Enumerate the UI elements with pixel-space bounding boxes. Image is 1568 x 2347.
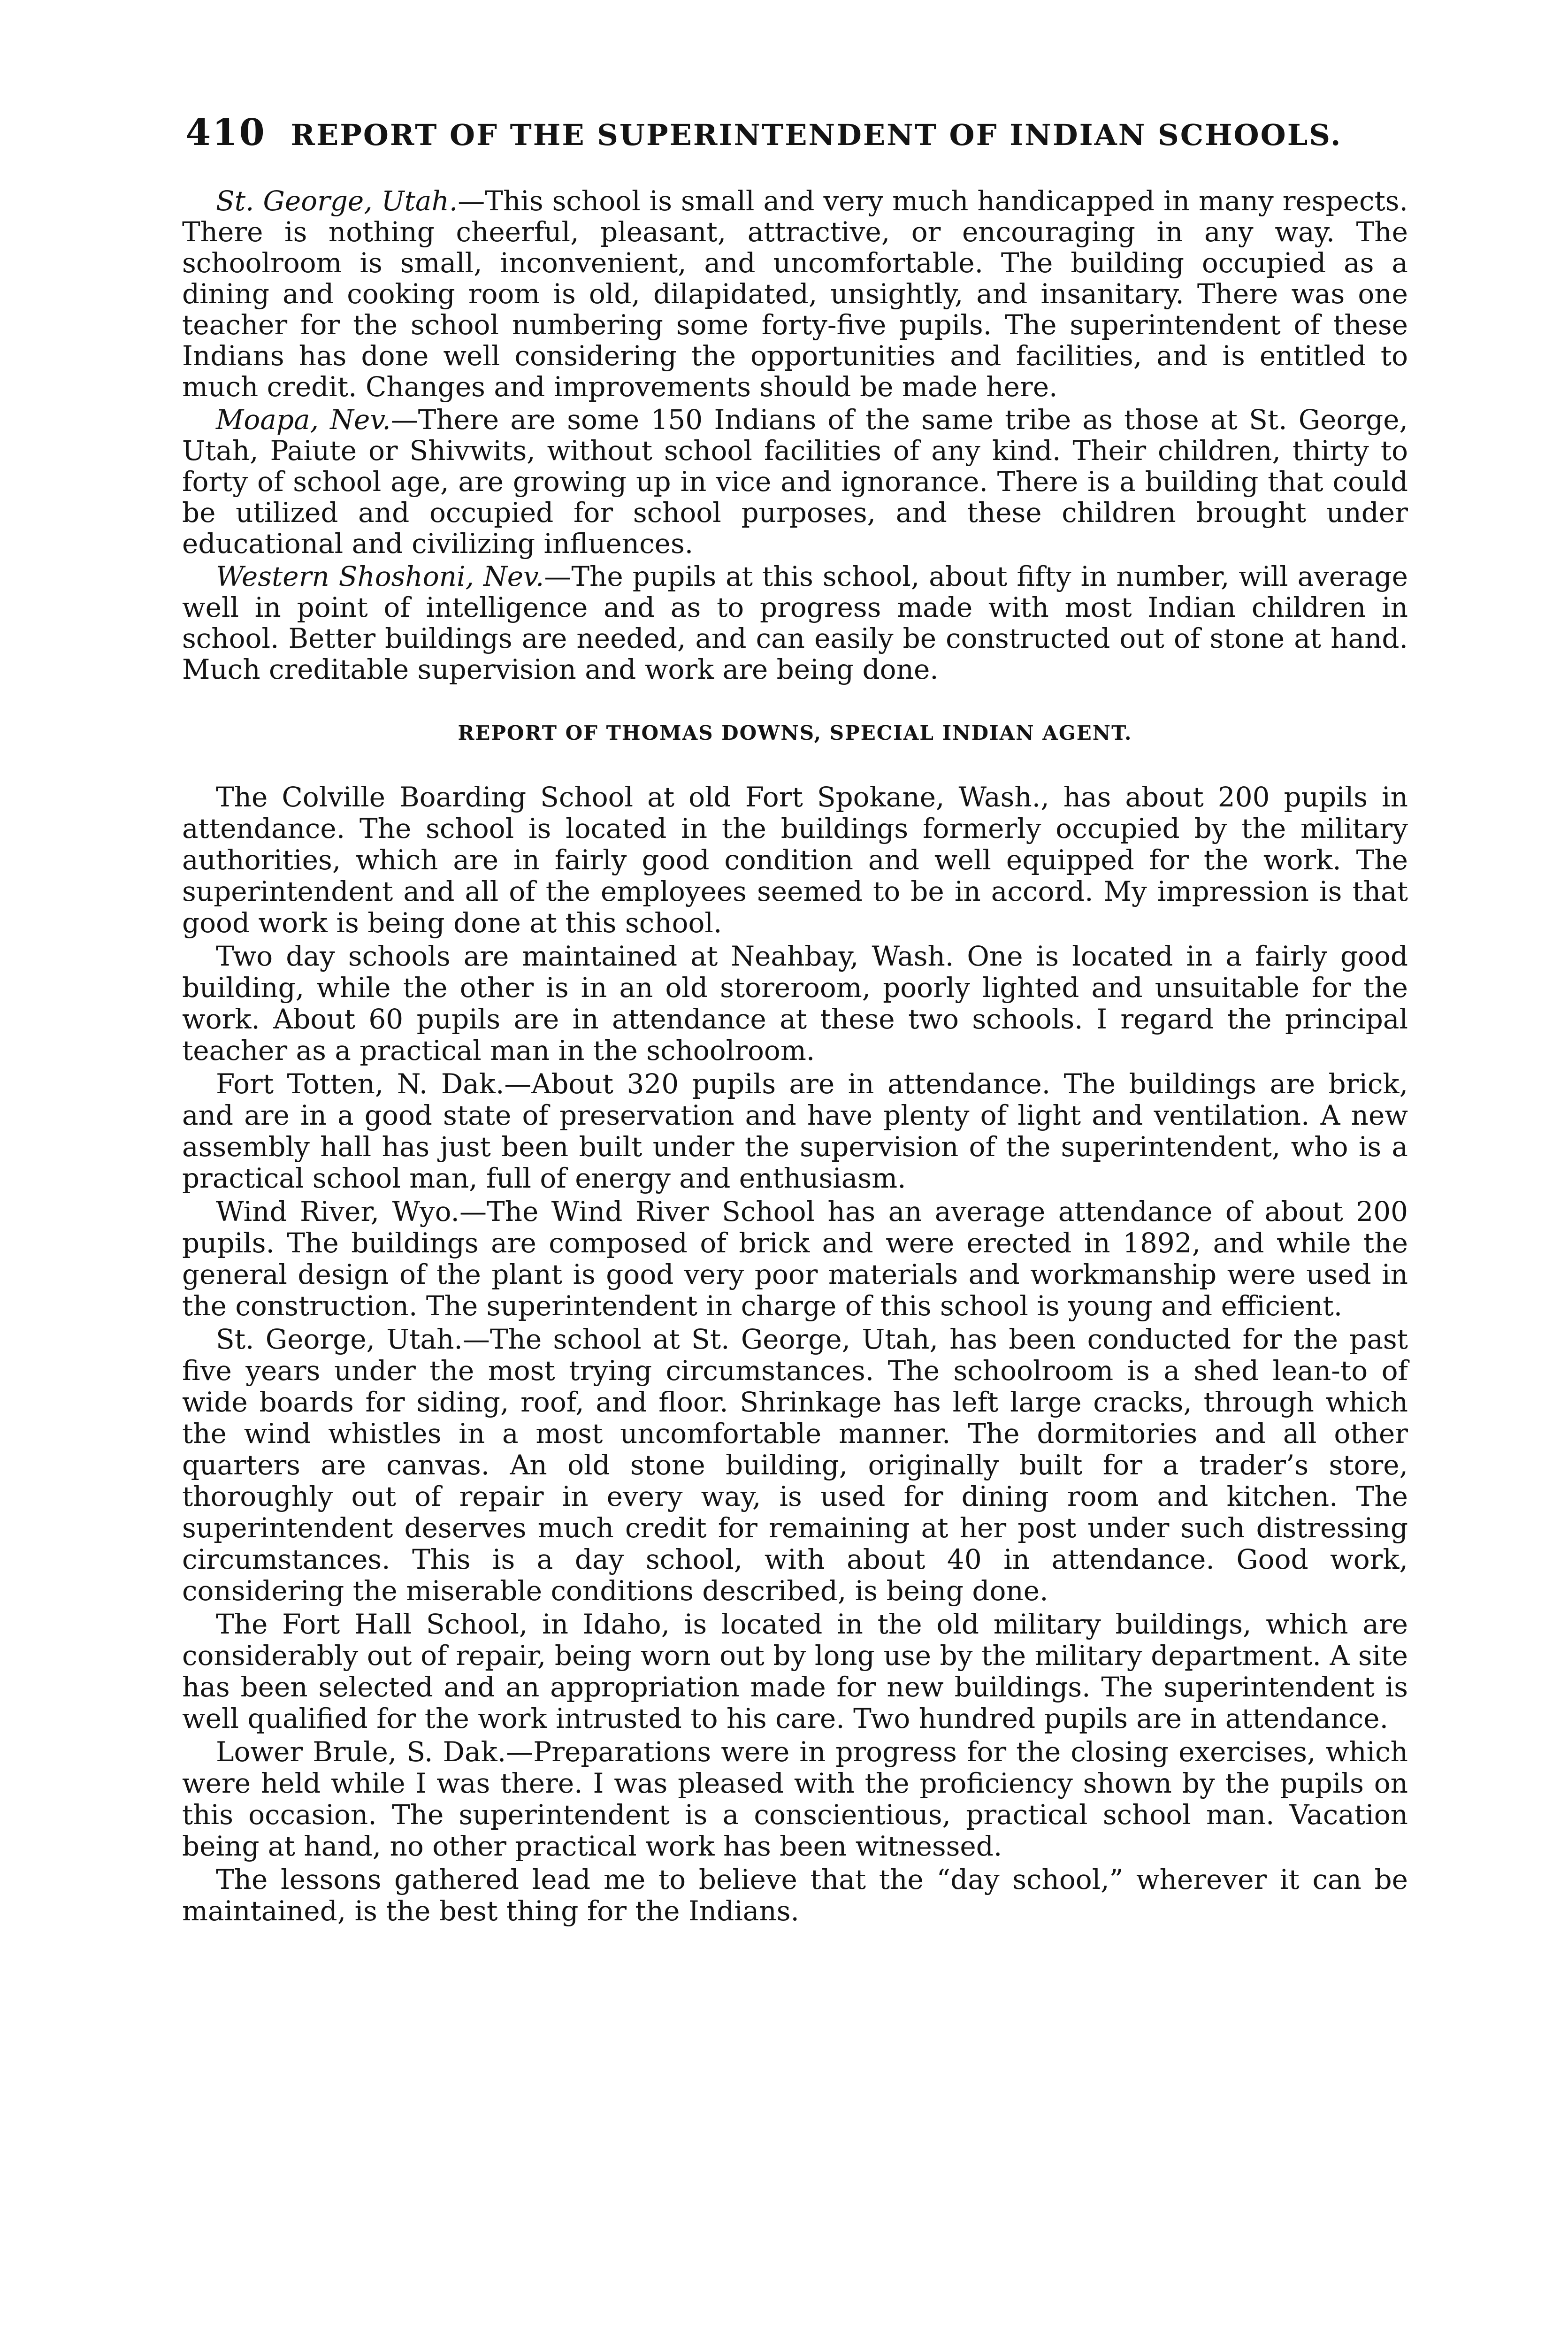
paragraph-lead: Western Shoshoni, Nev. [216,560,544,592]
paragraph-text: —This school is small and very much handicapped in many respects. There is nothing cheerful, pleasant, attractive, or encouraging in any way. The schoolroom is small, inconvenient, and uncomfortable. The building occupied as a dining and cooking room is old, dilapidated, unsightly, and insanitary. There was one teacher for the school numbering some forty-five pupils. The superintendent of these Indians has done well considering the opportunities and facilities, and is entitled to much credit. Changes and improvements should be made here. [182,185,1408,403]
paragraph [182,404,1408,559]
page-number: 410 [185,111,266,154]
paragraph [182,561,1408,685]
paragraph: St. George, Utah.—The school at St. George, Utah, has been conducted for the past five years under the most trying circumstances. The schoolroom is a shed lean-to of wide boards for siding, roof, and floor. Shrinkage has left large cracks, through which the wind whistles in a most uncomfortable manner. The dormitories and all other quarters are canvas. An old stone building, originally built for a trader’s store, thoroughly out of repair in every way, is used for dining room and kitchen. The superintendent deserves much credit for remaining at her post under such distressing circumstances. This is a day school, with about 40 in attendance. Good work, considering the miserable conditions described, is being done. [182,1323,1408,1607]
section-heading: REPORT OF THOMAS DOWNS, SPECIAL INDIAN AGENT. [458,721,1132,744]
paragraph-text: —There are some 150 Indians of the same tribe as those at St. George, Utah, Paiute or Shivwits, without school facilities of any kind. Their children, thirty to forty of school age, are growing up in vice and ignorance. There is a building that could be utilized and occupied for school purposes, and these children brought under educational and civilizing influences. [182,404,1408,560]
paragraph: The Colville Boarding School at old Fort Spokane, Wash., has about 200 pupils in attendance. The school is located in the buildings formerly occupied by the military authorities, which are in fairly good condition and well equipped for the work. The superintendent and all of the employees seemed to be in accord. My impression is that good work is being done at this school. [182,781,1408,939]
body-text [182,185,1408,1929]
paragraph: Lower Brule, S. Dak.—Preparations were in progress for the closing exercises, which were held while I was there. I was pleased with the proficiency shown by the pupils on this occasion. The superintendent is a conscientious, practical school man. Vacation being at hand, no other practical work has been witnessed. [182,1736,1408,1862]
paragraph [182,185,1408,402]
paragraph-lead: Moapa, Nev. [216,404,391,436]
paragraph: The lessons gathered lead me to believe that the “day school,” wherever it can be maintained, is the best thing for the Indians. [182,1864,1408,1927]
running-header [185,107,1415,159]
agent-report-section [182,782,1408,1927]
school-notes-section [182,185,1408,685]
paragraph-lead: St. George, Utah. [216,185,458,217]
paragraph: Fort Totten, N. Dak.—About 320 pupils are in attendance. The buildings are brick, and are in a good state of preservation and have plenty of light and ventilation. A new assembly hall has just been built under the supervision of the superintendent, who is a practical school man, full of energy and enthusiasm. [182,1068,1408,1194]
paragraph: Two day schools are maintained at Neahbay, Wash. One is located in a fairly good building, while the other is in an old storeroom, poorly lighted and unsuitable for the work. About 60 pupils are in attendance at these two schools. I regard the principal teacher as a practical man in the schoolroom. [182,940,1408,1066]
paragraph: Wind River, Wyo.—The Wind River School has an average attendance of about 200 pupils. The buildings are composed of brick and were erected in 1892, and while the general design of the plant is good very poor materials and workmanship were used in the construction. The superintendent in charge of this school is young and efficient. [182,1196,1408,1322]
paragraph: The Fort Hall School, in Idaho, is located in the old military buildings, which are considerably out of repair, being worn out by long use by the military department. A site has been selected and an appropriation made for new buildings. The superintendent is well qualified for the work intrusted to his care. Two hundred pupils are in attendance. [182,1608,1408,1734]
running-title: REPORT OF THE SUPERINTENDENT OF INDIAN SCHOOLS. [291,118,1342,152]
paragraph-text: —The pupils at this school, about fifty in number, will average well in point of intelligence and as to progress made with most Indian children in school. Better buildings are needed, and can easily be constructed out of stone at hand. Much creditable supervision and work are being done. [182,560,1408,685]
